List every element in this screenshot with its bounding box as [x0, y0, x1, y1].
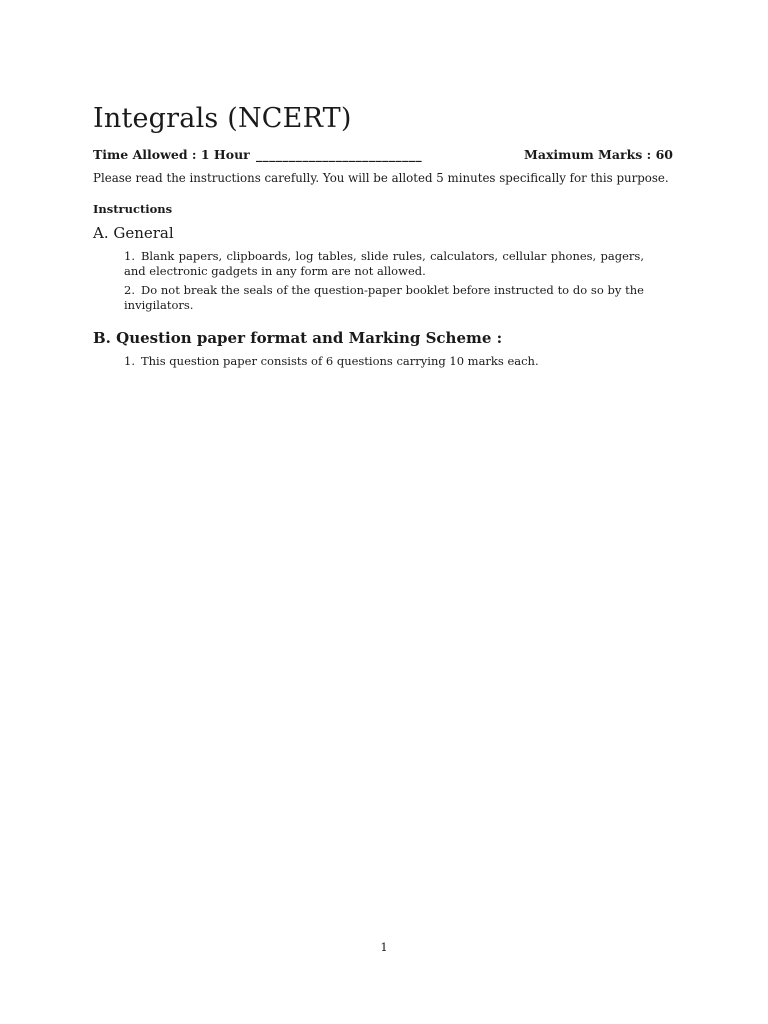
- format-instructions-list: [124, 354, 644, 373]
- instructions-note: Please read the instructions carefully. You will be alloted 5 minutes specifically for this purpose.: [93, 171, 669, 185]
- instructions-label: Instructions: [93, 202, 173, 216]
- list-item-text: Do not break the seals of the question-paper booklet before instructed to do so by the invigilators.: [124, 283, 644, 312]
- list-item: [124, 283, 644, 313]
- list-item: [124, 249, 644, 279]
- list-item-text: This question paper consists of 6 questions carrying 10 marks each.: [140, 354, 539, 368]
- maximum-marks: Maximum Marks : 60: [524, 147, 673, 162]
- list-item-number: 1.: [124, 354, 135, 368]
- blank-line: _________________________: [255, 147, 423, 162]
- page-title: Integrals (NCERT): [93, 103, 352, 134]
- list-item-number: 2.: [124, 283, 135, 297]
- list-item-number: 1.: [124, 249, 135, 263]
- time-allowed: Time Allowed : 1 Hour: [93, 147, 250, 162]
- general-instructions-list: [124, 249, 644, 317]
- list-item-text: Blank papers, clipboards, log tables, slide rules, calculators, cellular phones, pagers, and electronic gadgets in any form are not allowed.: [124, 249, 644, 278]
- page-number: 1: [380, 940, 388, 954]
- section-heading-format: B. Question paper format and Marking Scheme :: [93, 329, 503, 347]
- list-item: [124, 354, 644, 369]
- section-heading-general: A. General: [93, 224, 174, 242]
- exam-meta-row: [93, 147, 673, 162]
